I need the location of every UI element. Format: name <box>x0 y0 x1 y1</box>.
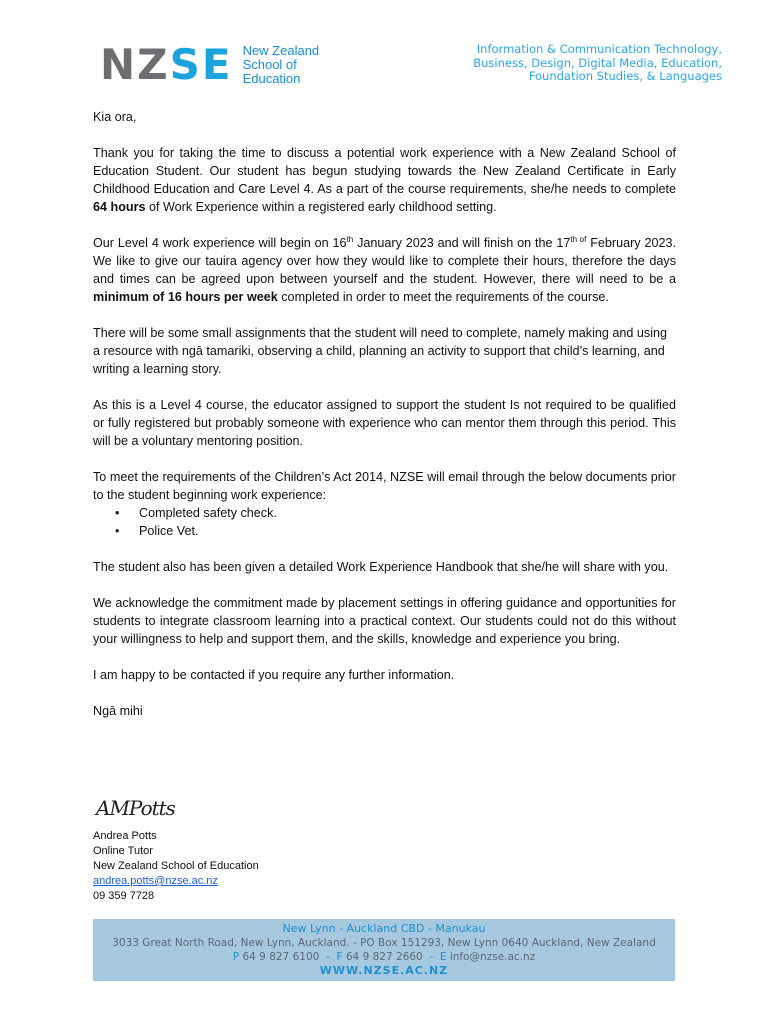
paragraph-handbook: The student also has been given a detailed Work Experience Handbook that she/he will share with you. <box>93 560 669 574</box>
signer-name: Andrea Potts <box>93 830 157 842</box>
logo-letters: NZSE <box>100 40 233 89</box>
nzse-logo <box>100 40 320 89</box>
letterhead <box>0 0 768 100</box>
paragraph-contact: I am happy to be contacted if you require any further information. <box>93 668 455 682</box>
paragraph-acknowledgement: We acknowledge the commitment made by placement settings in offering guidance and opportunities for students to integrate classroom learning into a practical context. Our students could not do this without your willingness to help and support them, and the skills, knowledge and experience you bring. <box>93 596 676 646</box>
footer-banner <box>93 919 675 981</box>
closing: Ngā mihi <box>93 704 143 718</box>
list-item: • Police Vet. <box>139 522 676 540</box>
letter-body <box>93 108 676 738</box>
header-tagline: Information & Communication Technology, Business, Design, Digital Media, Education, Foundation Studies, & Languages <box>473 42 722 83</box>
footer-locations: New Lynn - Auckland CBD - Manukau <box>282 922 486 935</box>
signer-email-link[interactable]: andrea.potts@nzse.ac.nz <box>93 875 218 887</box>
footer-address: 3033 Great North Road, New Lynn, Auckland. - PO Box 151293, New Lynn 0640 Auckland, New Zealand <box>112 937 656 949</box>
signer-org: New Zealand School of Education <box>93 860 259 872</box>
greeting: Kia ora, <box>93 110 137 124</box>
logo-name: New Zealand School of Education <box>242 43 320 86</box>
footer-website-link[interactable]: WWW.NZSE.AC.NZ <box>319 964 449 977</box>
signer-role: Online Tutor <box>93 845 153 857</box>
paragraph-dates: Our Level 4 work experience will begin on 16th January 2023 and will finish on the $17^{th of}$ February 2023. We like to give our tauira agency over how they would like to complete their hours, therefore the days and times can be agreed upon between yourself and the student. However, there will need to be a minimum of 16 hours per week completed in order to meet the requirements of the course. <box>93 234 676 304</box>
list-item: • Completed safety check. <box>139 504 676 522</box>
footer-contacts: P 64 9 827 6100 - F 64 9 827 2660 - E info@nzse.ac.nz <box>232 951 536 963</box>
signoff-block <box>93 829 259 904</box>
handwritten-signature: AMPotts <box>96 796 175 820</box>
paragraph-assignments: There will be some small assignments that the student will need to complete, namely making and using a resource with ngā tamariki, observing a child, planning an activity to support that child’s learning, and writing a learning story. <box>93 326 668 376</box>
paragraph-educator: As this is a Level 4 course, the educator assigned to support the student Is not required to be qualified or fully registered but probably someone with experience who can mentor them through this period. This will be a voluntary mentoring position. <box>93 398 676 448</box>
paragraph-intro: Thank you for taking the time to discuss a potential work experience with a New Zealand School of Education Student. Our student has begun studying towards the New Zealand Certificate in Early Childhood Education and Care Level 4. As a part of the course requirements, she/he needs to complete 64 hours of Work Experience within a registered early childhood setting. <box>93 146 676 214</box>
paragraph-requirements: To meet the requirements of the Children’s Act 2014, NZSE will email through the below documents prior to the student beginning work experience: <box>93 470 676 502</box>
documents-list <box>93 504 676 540</box>
signer-phone: 09 359 7728 <box>93 890 155 902</box>
